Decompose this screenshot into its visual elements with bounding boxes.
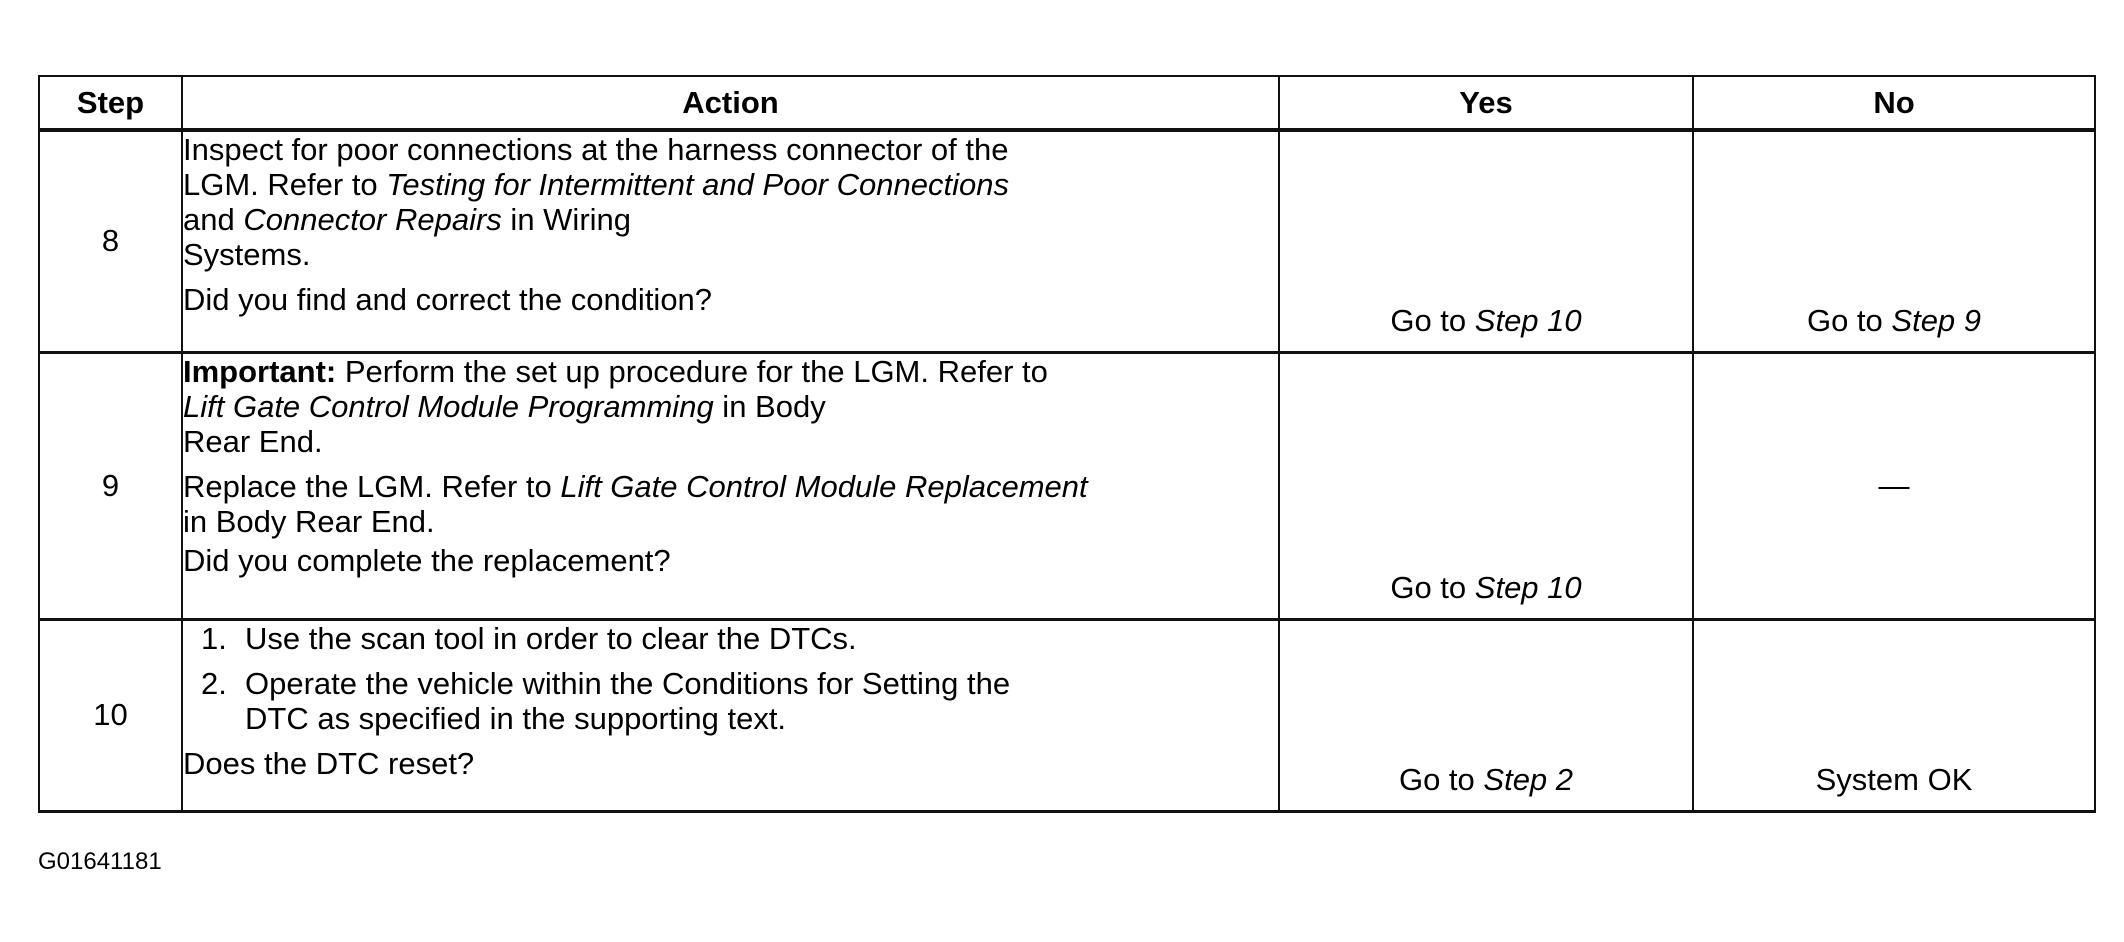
list-item: 2. Operate the vehicle within the Conditions for Setting the DTC as specified in the supporting text.	[201, 665, 1011, 736]
yes-answer: Go to Step 10	[1390, 302, 1582, 338]
step-number: 8	[39, 130, 182, 352]
important-note: Important: Perform the set up procedure for the LGM. Refer to Lift Gate Control Module Programming in Body Rear End.	[183, 353, 1048, 459]
no-answer: Go to Step 9	[1806, 302, 1982, 338]
table-row-step-10	[39, 619, 2095, 811]
yes-cell	[1279, 619, 1693, 811]
header-no: No	[1693, 76, 2095, 130]
list-item: 1. Use the scan tool in order to clear the DTCs.	[201, 620, 857, 656]
action-text: Inspect for poor connections at the harness connector of the LGM. Refer to Testing for Intermittent and Poor Connections and Connector Repairs in Wiring Systems.	[183, 132, 1009, 272]
replace-instruction: Replace the LGM. Refer to Lift Gate Control Module Replacement in Body Rear End.	[183, 468, 1088, 539]
header-yes: Yes	[1279, 76, 1693, 130]
step-number: 10	[39, 619, 182, 811]
yes-answer: Go to Step 10	[1390, 569, 1582, 605]
yes-cell	[1279, 352, 1693, 619]
reference-link: Connector Repairs	[243, 202, 502, 237]
table-row-step-8	[39, 130, 2095, 352]
no-cell	[1693, 352, 2095, 619]
no-answer-dash: —	[1878, 467, 1910, 503]
question-text: Did you find and correct the condition?	[183, 282, 713, 317]
action-cell	[182, 352, 1279, 619]
table-header-row	[39, 76, 2095, 130]
header-step: Step	[39, 76, 182, 130]
step-number: 9	[39, 352, 182, 619]
no-answer: System OK	[1815, 761, 1973, 797]
yes-answer: Go to Step 2	[1398, 761, 1574, 797]
action-cell	[182, 619, 1279, 811]
header-action: Action	[182, 76, 1279, 130]
diagnostic-table	[38, 75, 2096, 813]
important-label: Important:	[183, 353, 337, 389]
action-cell	[182, 130, 1279, 352]
reference-link: Lift Gate Control Module Replacement	[560, 468, 1088, 504]
reference-link: Lift Gate Control Module Programming	[183, 388, 714, 424]
no-cell	[1693, 130, 2095, 352]
table-row-step-9	[39, 352, 2095, 619]
no-cell	[1693, 619, 2095, 811]
question-text: Does the DTC reset?	[183, 745, 475, 781]
figure-id: G01641181	[38, 848, 162, 875]
question-text: Did you complete the replacement?	[183, 542, 671, 578]
reference-link: Testing for Intermittent and Poor Connections	[386, 167, 1009, 202]
yes-cell	[1279, 130, 1693, 352]
